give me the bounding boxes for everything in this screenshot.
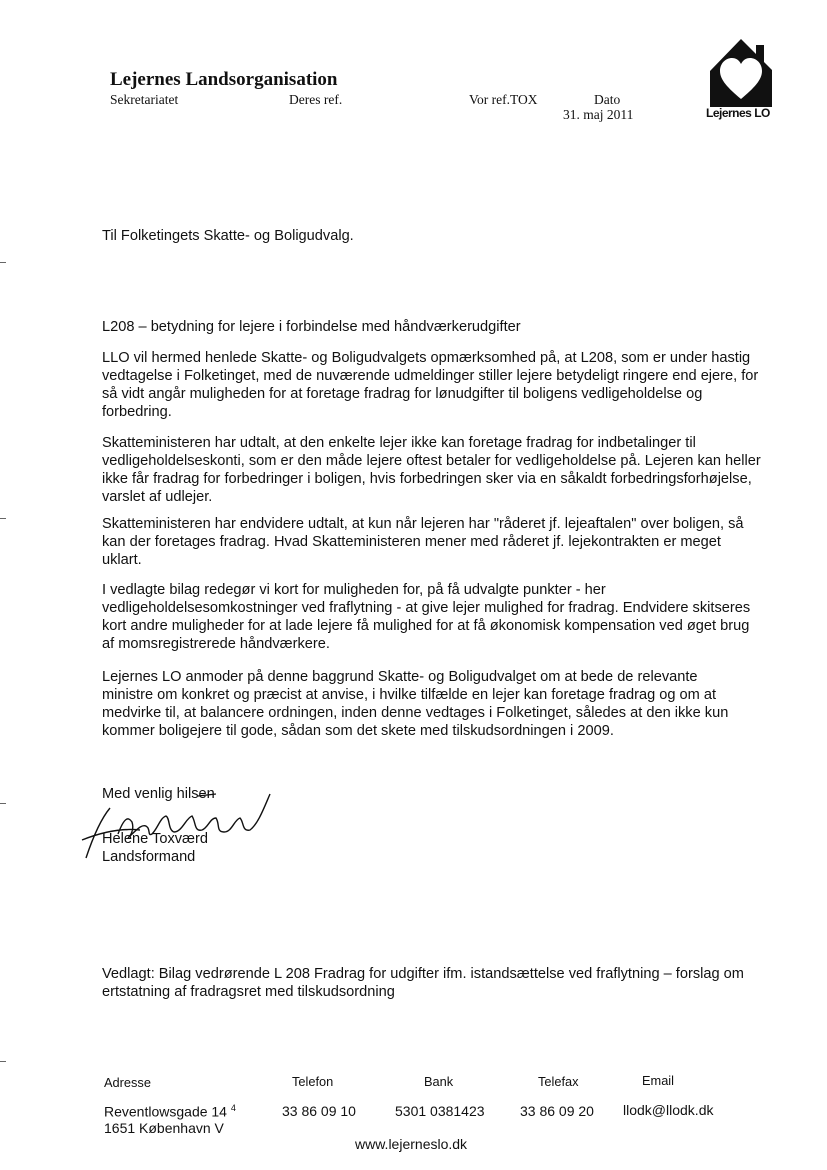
text-line: Skatteministeren har endvidere udtalt, at kun når lejeren har "råderet jf. lejeaftalen" over boligen, så [102, 516, 744, 532]
text-line: vedtagelse i Folketinget, med de nuværende udmeldinger stiller lejere betydeligt ringere end ejere, for [102, 368, 759, 384]
text-line: LLO vil hermed henlede Skatte- og Boligudvalgets opmærksomhed på, at L208, som er under hastig [102, 350, 751, 366]
text-line: så vidt angår muligheden for at foretage fradrag for lønudgifter til boligens vedligeholdelse og [102, 386, 703, 402]
date-value: 31. maj 2011 [563, 107, 634, 122]
recipient-line: Til Folketingets Skatte- og Boligudvalg. [102, 228, 354, 244]
signer-name: Helene Toxværd [102, 831, 208, 847]
address-street: Reventlowsgade 14 [104, 1103, 227, 1120]
text-line: uklart. [102, 552, 142, 568]
text-line: medvirke til, at balancere ordningen, inden denne vedtages i Folketinget, således at den ikke kun [102, 705, 729, 721]
text-line: af momsregistrerede håndværkere. [102, 636, 330, 652]
paragraph-2 [102, 434, 761, 506]
address-superscript: 4 [230, 1103, 236, 1113]
text-line: kan der foretages fradrag. Hvad Skatteministeren mener med råderet jf. lejekontrakten er meget [102, 534, 721, 550]
their-ref-label: Deres ref. [289, 92, 343, 107]
footer-address-line1 [104, 1103, 236, 1120]
text-line: Skatteministeren har udtalt, at den enkelte lejer ikke kan foretage fradrag for indbetalinger til [102, 435, 696, 451]
paragraph-1 [102, 349, 759, 421]
text-line: Vedlagt: Bilag vedrørende L 208 Fradrag for udgifter ifm. istandsættelse ved fraflytning – forslag om [102, 966, 744, 982]
paragraph-3 [102, 515, 742, 569]
footer-fax-label: Telefax [538, 1074, 579, 1089]
text-line: ikke får fradrag for forbedringer i boligen, hvis forbedringen sker via en såkaldt forbedringsforhøjelse, [102, 471, 752, 487]
text-line: vedligeholdelseskonti, som er den måde lejere oftest betaler for vedligeholdelse på. Lejeren kan heller [102, 453, 761, 469]
logo-text: Lejernes LO [706, 106, 770, 120]
text-line: I vedlagte bilag redegør vi kort for muligheden for, på få udvalgte punkter - her [102, 582, 606, 598]
our-ref-label: Vor ref.TOX [469, 92, 538, 107]
footer-email-label: Email [642, 1073, 674, 1088]
margin-mark [0, 803, 6, 804]
footer-website: www.lejerneslo.dk [355, 1136, 468, 1152]
margin-mark [0, 518, 6, 519]
margin-mark [0, 262, 6, 263]
text-line: varslet af udlejer. [102, 489, 213, 505]
paragraph-5 [102, 668, 742, 740]
organization-name: Lejernes Landsorganisation [110, 69, 338, 90]
footer-phone: 33 86 09 10 [282, 1103, 356, 1119]
text-line: kort andre muligheder for at lade lejere få mulighed for at få økonomisk kompensation ved øget brug [102, 618, 750, 634]
text-line: ertstatning af fradragsret med tilskudsordning [102, 984, 395, 1000]
enclosure-note [102, 965, 742, 1001]
text-line: Lejernes LO anmoder på denne baggrund Skatte- og Boligudvalget om at bede de relevante [102, 669, 698, 685]
department-label: Sekretariatet [110, 92, 179, 107]
footer-email: llodk@llodk.dk [623, 1102, 714, 1118]
footer-phone-label: Telefon [292, 1074, 334, 1089]
text-line: forbedring. [102, 404, 172, 420]
footer-bank: 5301 0381423 [395, 1103, 485, 1119]
footer-bank-label: Bank [424, 1074, 454, 1089]
text-line: ministre om konkret og præcist at anvise, i hvilke tilfælde en lejer kan foretage fradrag og om at [102, 687, 717, 703]
signer-title: Landsformand [102, 849, 196, 865]
closing-greeting: Med venlig hilsen [102, 786, 215, 802]
footer-address-label: Adresse [104, 1075, 151, 1090]
text-line: vedligeholdelsesomkostninger ved fraflytning - at give lejer mulighed for fradrag. Endvidere skitseres [102, 600, 751, 616]
margin-mark [0, 1061, 6, 1062]
footer-fax: 33 86 09 20 [520, 1103, 594, 1119]
footer-address-line2: 1651 København V [104, 1120, 224, 1136]
date-label: Dato [594, 92, 621, 107]
paragraph-4 [102, 581, 751, 653]
text-line: kommer boligejere til gode, sådan som det skete med tilskudsordningen i 2009. [102, 723, 614, 739]
subject-line: L208 – betydning for lejere i forbindelse med håndværkerudgifter [102, 319, 521, 335]
